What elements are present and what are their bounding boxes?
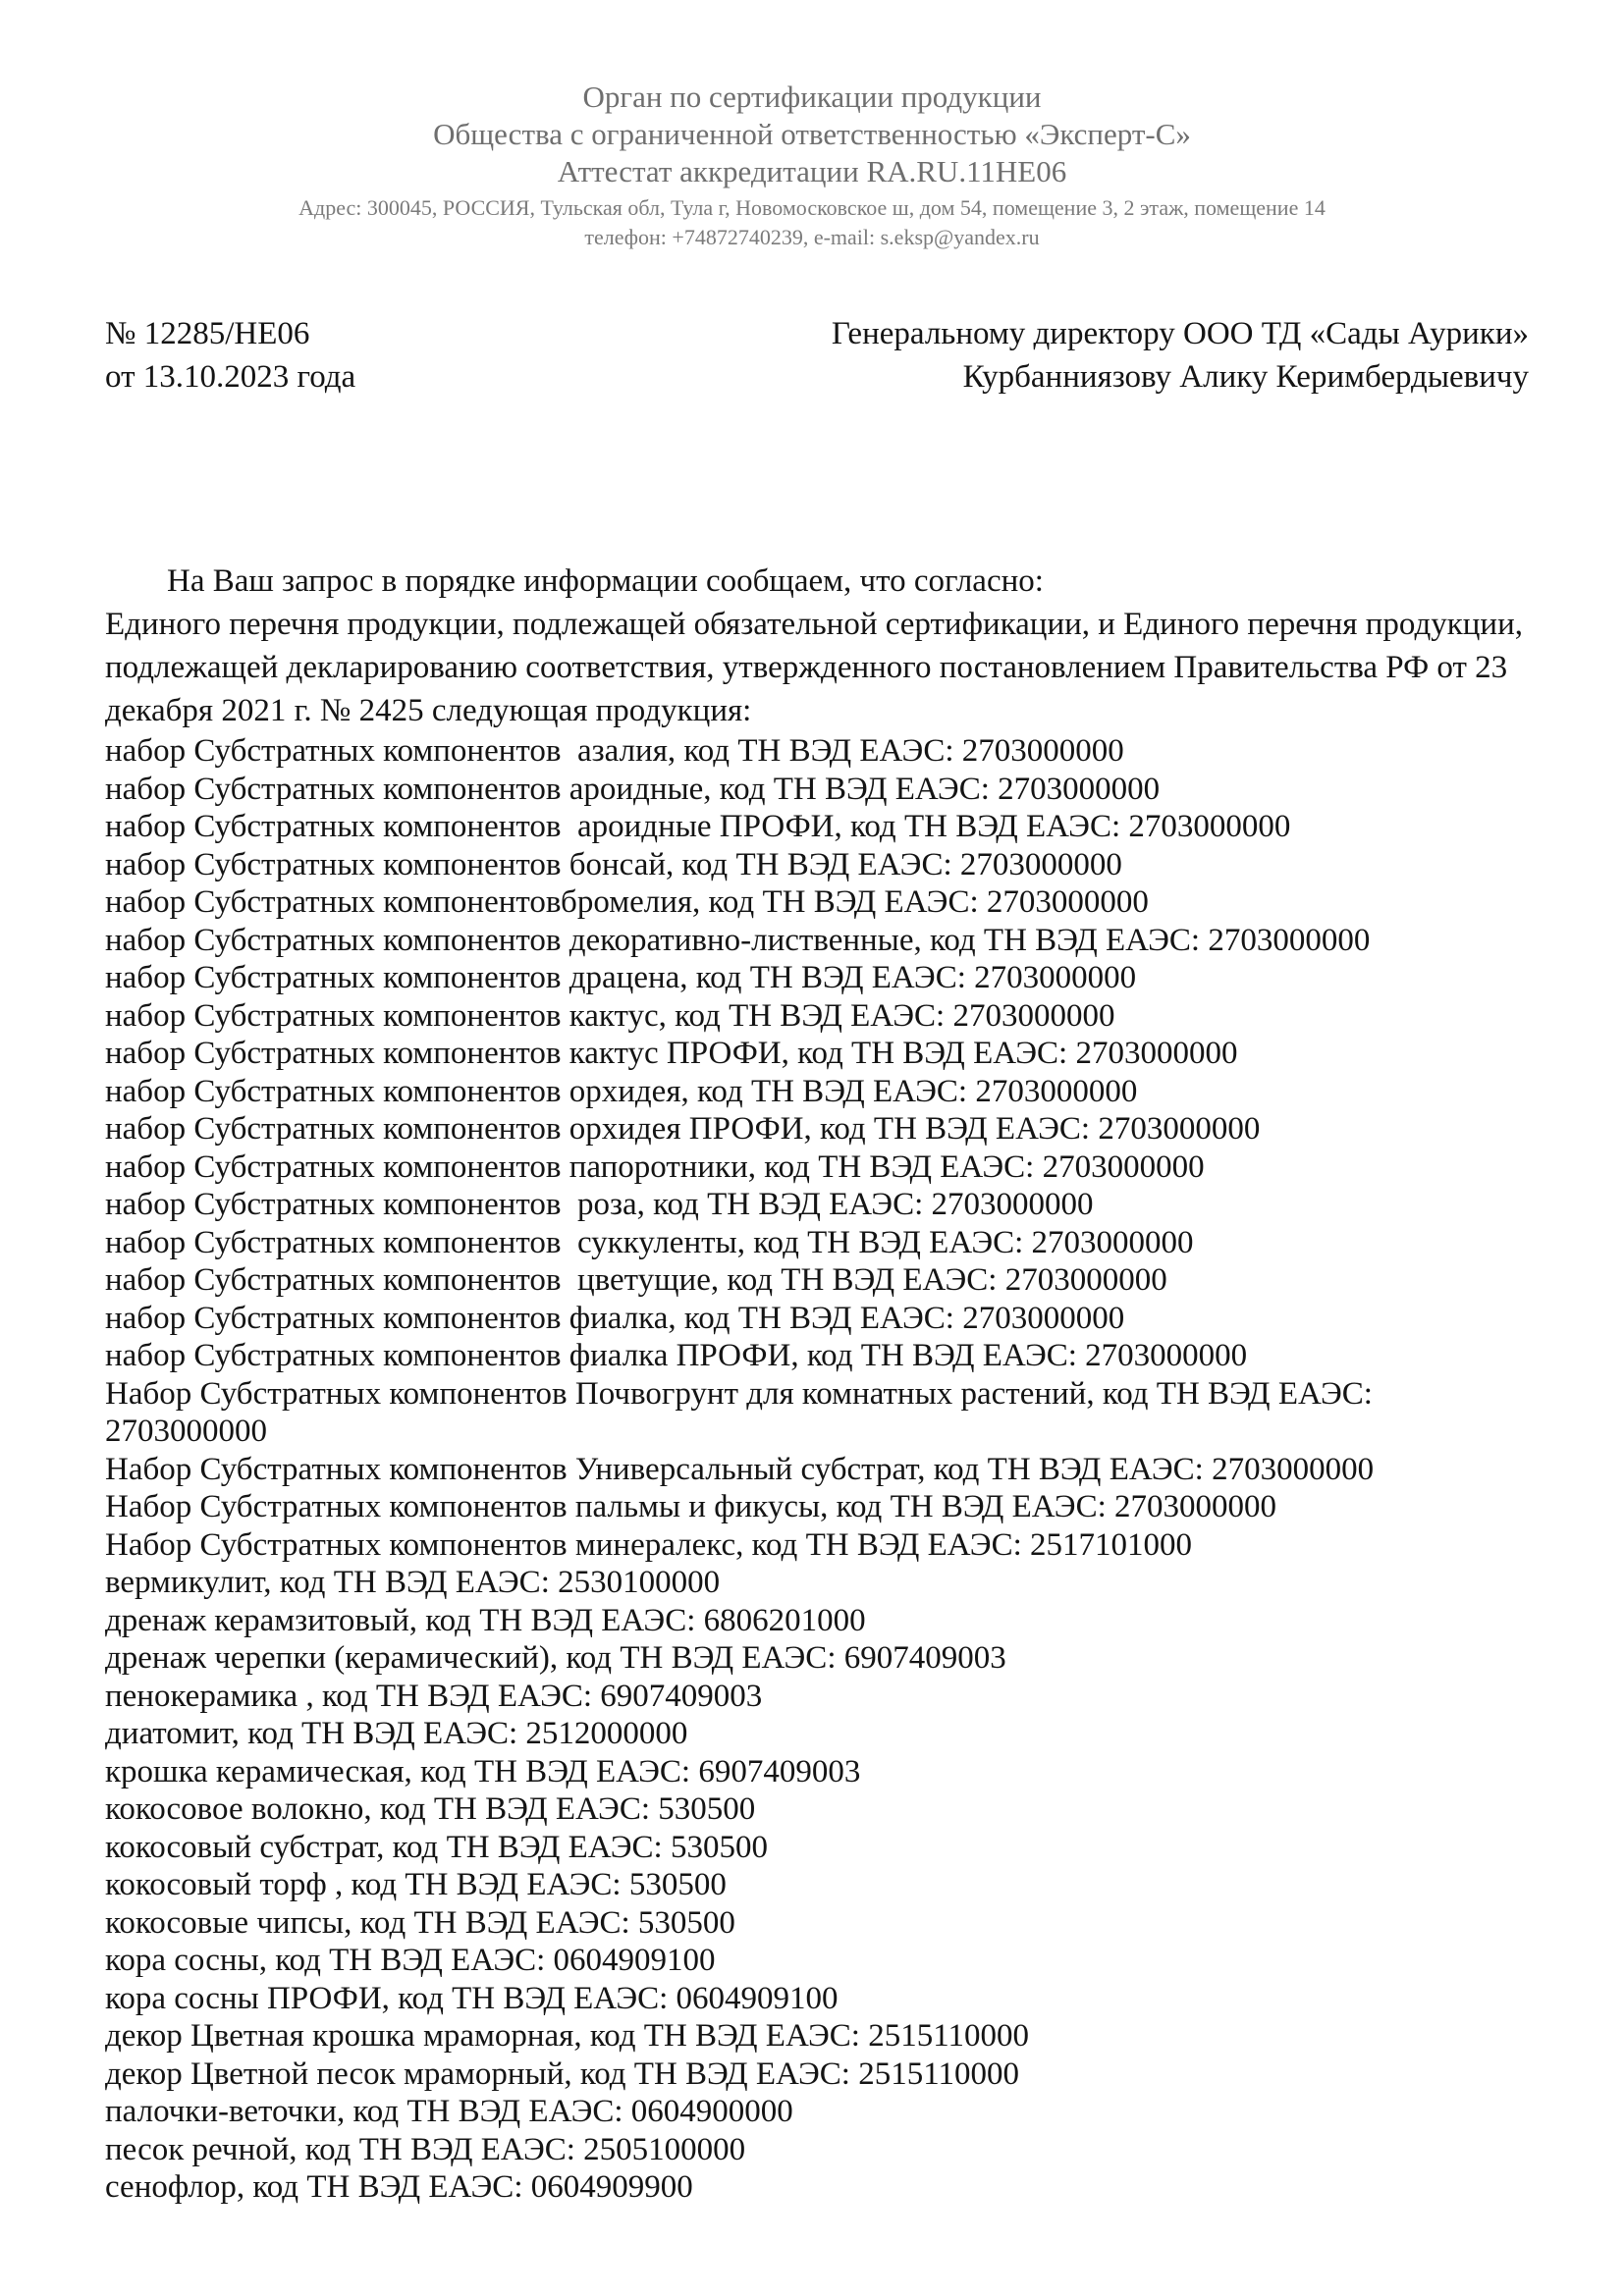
- product-line: набор Субстратных компонентов роза, код ТН ВЭД ЕАЭС: 2703000000: [105, 1187, 1094, 1222]
- product-line: Набор Субстратных компонентов минералекс, код ТН ВЭД ЕАЭС: 2517101000: [105, 1526, 1192, 1563]
- product-line: Набор Субстратных компонентов Универсальный субстрат, код ТН ВЭД ЕАЭС: 2703000000: [105, 1451, 1375, 1487]
- reference-addressee-row: [0, 312, 1624, 399]
- product-line: набор Субстратных компонентов кактус ПРОФИ, код ТН ВЭД ЕАЭС: 2703000000: [105, 1036, 1238, 1071]
- product-line: кокосовый субстрат, код ТН ВЭД ЕАЭС: 530500: [105, 1829, 768, 1865]
- product-line: декор Цветной песок мраморный, код ТН ВЭД ЕАЭС: 2515110000: [105, 2056, 1019, 2092]
- letterhead: [0, 0, 1624, 249]
- product-line: набор Субстратных компонентов папоротники, код ТН ВЭД ЕАЭС: 2703000000: [105, 1148, 1205, 1185]
- product-line: набор Субстратных компонентов декоративно-лиственные, код ТН ВЭД ЕАЭС: 2703000000: [105, 922, 1371, 958]
- product-line: набор Субстратных компонентов азалия, код ТН ВЭД ЕАЭС: 2703000000: [105, 733, 1124, 769]
- product-line: Набор Субстратных компонентов Почвогрунт для комнатных растений, код ТН ВЭД ЕАЭС: 2703000000: [105, 1375, 1381, 1449]
- intro-line: На Ваш запрос в порядке информации сообщаем, что согласно:: [167, 563, 1044, 599]
- product-line: набор Субстратных компонентов цветущие, код ТН ВЭД ЕАЭС: 2703000000: [105, 1262, 1167, 1298]
- product-line: набор Субстратных компонентов драцена, код ТН ВЭД ЕАЭС: 2703000000: [105, 960, 1137, 995]
- product-line: сенофлор, код ТН ВЭД ЕАЭС: 0604909900: [105, 2169, 693, 2205]
- product-line: кокосовое волокно, код ТН ВЭД ЕАЭС: 530500: [105, 1791, 756, 1827]
- letterhead-org-line2: Общества с ограниченной ответственностью «Эксперт-С»: [433, 117, 1191, 151]
- product-line: кокосовые чипсы, код ТН ВЭД ЕАЭС: 530500: [105, 1904, 735, 1941]
- product-line: набор Субстратных компонентов суккуленты, код ТН ВЭД ЕАЭС: 2703000000: [105, 1224, 1194, 1260]
- product-line: набор Субстратных компонентовбромелия, код ТН ВЭД ЕАЭС: 2703000000: [105, 884, 1149, 920]
- product-line: набор Субстратных компонентов фиалка, код ТН ВЭД ЕАЭС: 2703000000: [105, 1300, 1125, 1336]
- product-line: палочки-веточки, код ТН ВЭД ЕАЭС: 0604900000: [105, 2094, 793, 2129]
- product-line: дренаж керамзитовый, код ТН ВЭД ЕАЭС: 6806201000: [105, 1602, 866, 1638]
- document-number: № 12285/НЕ06: [105, 316, 310, 351]
- addressee-title: Генеральному директору ООО ТД «Сады Аурики»: [831, 316, 1529, 351]
- product-line: кора сосны ПРОФИ, код ТН ВЭД ЕАЭС: 0604909100: [105, 1980, 839, 2016]
- addressee-block: [832, 312, 1529, 399]
- product-line: набор Субстратных компонентов фиалка ПРОФИ, код ТН ВЭД ЕАЭС: 2703000000: [105, 1338, 1248, 1373]
- product-line: пенокерамика , код ТН ВЭД ЕАЭС: 6907409003: [105, 1678, 763, 1714]
- product-line: дренаж черепки (керамический), код ТН ВЭД ЕАЭС: 6907409003: [105, 1640, 1006, 1676]
- letterhead-contacts: телефон: +74872740239, e-mail: s.eksp@yandex.ru: [584, 225, 1040, 249]
- letter-body: [0, 560, 1624, 2207]
- reference-block: [105, 312, 355, 399]
- letterhead-address: Адрес: 300045, РОССИЯ, Тульская обл, Тула г, Новомосковское ш, дом 54, помещение 3, 2 этаж, помещение 14: [298, 195, 1326, 220]
- product-line: Набор Субстратных компонентов пальмы и фикусы, код ТН ВЭД ЕАЭС: 2703000000: [105, 1489, 1276, 1524]
- product-line: набор Субстратных компонентов ароидные, код ТН ВЭД ЕАЭС: 2703000000: [105, 771, 1161, 807]
- product-line: вермикулит, код ТН ВЭД ЕАЭС: 2530100000: [105, 1565, 721, 1600]
- product-list: [105, 732, 1529, 2207]
- product-line: набор Субстратных компонентов ароидные ПРОФИ, код ТН ВЭД ЕАЭС: 2703000000: [105, 809, 1291, 844]
- product-line: крошка керамическая, код ТН ВЭД ЕАЭС: 6907409003: [105, 1753, 861, 1789]
- intro-paragraph: Единого перечня продукции, подлежащей обязательной сертификации, и Единого перечня продукции, подлежащей декларированию соответствия, утвержденного постановлением Правительства РФ от 23 декабря 2021 г. № 2425 следующая продукция:: [105, 607, 1532, 728]
- product-line: декор Цветная крошка мраморная, код ТН ВЭД ЕАЭС: 2515110000: [105, 2018, 1029, 2054]
- product-line: кора сосны, код ТН ВЭД ЕАЭС: 0604909100: [105, 1943, 716, 1978]
- product-line: набор Субстратных компонентов бонсай, код ТН ВЭД ЕАЭС: 2703000000: [105, 846, 1122, 882]
- product-line: набор Субстратных компонентов кактус, код ТН ВЭД ЕАЭС: 2703000000: [105, 997, 1115, 1034]
- addressee-name: Курбанниязову Алику Керимбердыевичу: [962, 359, 1529, 395]
- product-line: диатомит, код ТН ВЭД ЕАЭС: 2512000000: [105, 1716, 688, 1751]
- letterhead-org-line1: Орган по сертификации продукции: [582, 80, 1042, 114]
- document-date: от 13.10.2023 года: [105, 359, 356, 395]
- product-line: набор Субстратных компонентов орхидея ПРОФИ, код ТН ВЭД ЕАЭС: 2703000000: [105, 1111, 1261, 1147]
- product-line: набор Субстратных компонентов орхидея, код ТН ВЭД ЕАЭС: 2703000000: [105, 1073, 1138, 1109]
- product-line: песок речной, код ТН ВЭД ЕАЭС: 2505100000: [105, 2131, 746, 2167]
- product-line: кокосовый торф , код ТН ВЭД ЕАЭС: 530500: [105, 1867, 727, 1902]
- letterhead-accreditation: Аттестат аккредитации RA.RU.11НЕ06: [557, 154, 1067, 188]
